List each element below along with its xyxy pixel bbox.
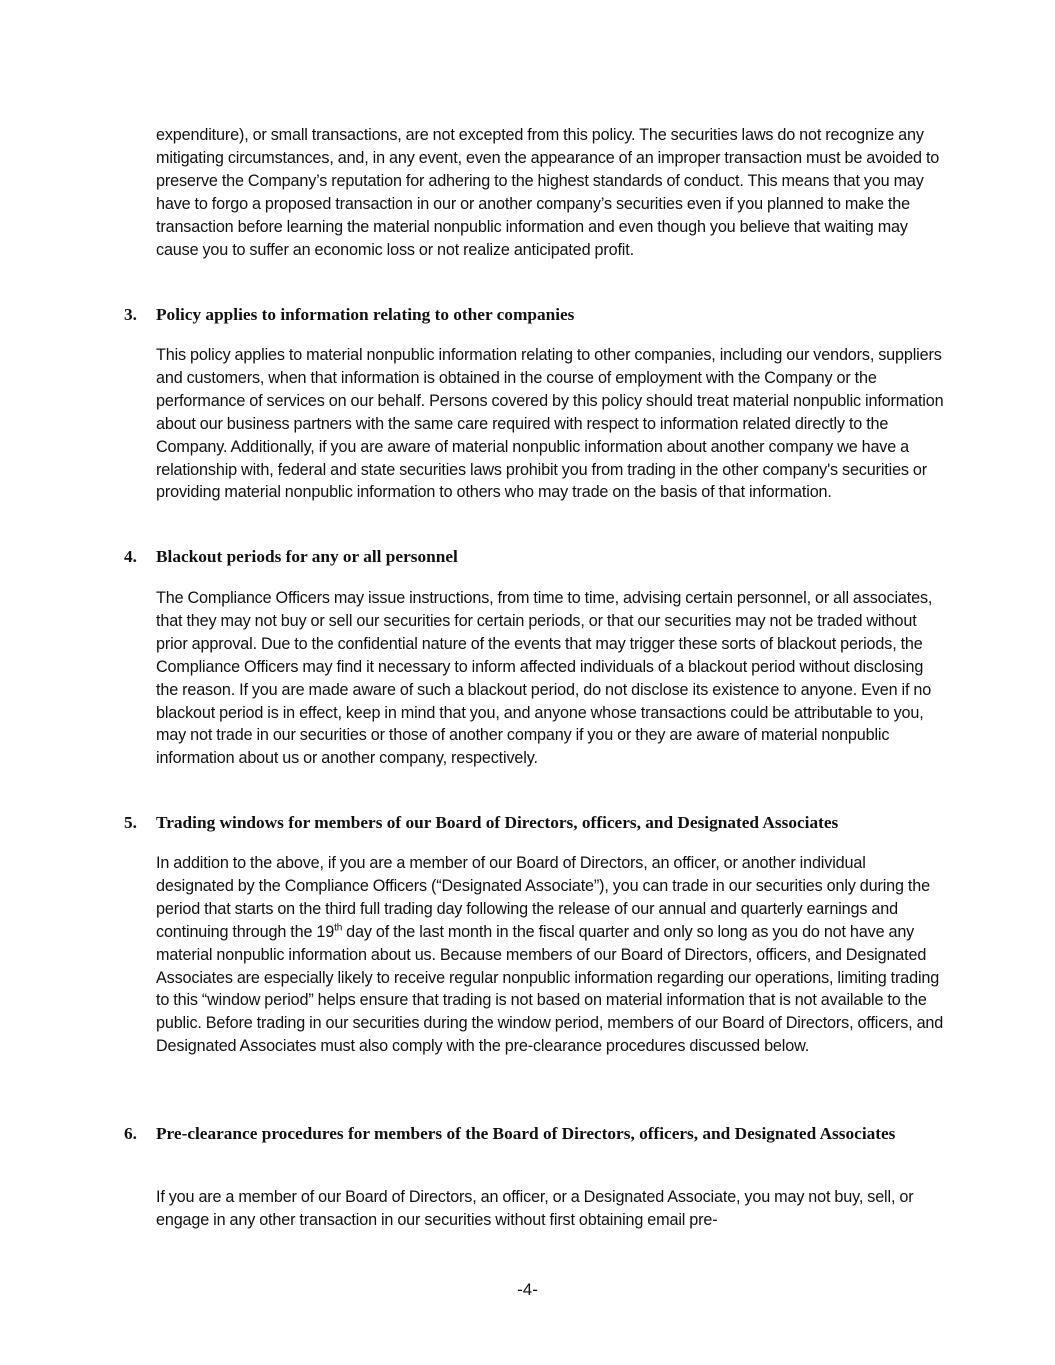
section-title: Policy applies to information relating to other companies xyxy=(156,305,575,324)
section-number: 6. xyxy=(124,1124,137,1143)
section-number: 4. xyxy=(124,547,137,566)
section-4-body: The Compliance Officers may issue instructions, from time to time, advising certain personnel, or all associates, that they may not buy or sell our securities for certain periods, or that our securities may not be traded without prior approval. Due to the confidential nature of the events that may trigger these sorts of blackout periods, the Compliance Officers may find it necessary to inform affected individuals of a blackout period without disclosing the reason. If you are made aware of such a blackout period, do not disclose its existence to anyone. Even if no blackout period is in effect, keep in mind that you, and anyone whose transactions could be attributable to you, may not trade in our securities or those of another company if you or they are aware of material nonpublic information about us or another company, respectively. xyxy=(156,589,933,768)
body-text: In addition to the above, if you are a member of our Board of Directors, an officer, or another individual designated by the Compliance Officers (“Designated Associate”), you can trade in our securities only during the period that starts on the third full trading day following the release of our annual and quarterly earnings and continuing through the 19 xyxy=(156,854,930,941)
section-5-body xyxy=(156,852,946,1058)
section-3-body: This policy applies to material nonpublic information relating to other companies, including our vendors, suppliers and customers, when that information is obtained in the course of employment with the Company or the performance of services on our behalf. Persons covered by this policy should treat material nonpublic information about our business partners with the same care required with respect to information related directly to the Company. Additionally, if you are aware of material nonpublic information about another company we have a relationship with, federal and state securities laws prohibit you from trading in the other company's securities or providing material nonpublic information to others who may trade on the basis of that information. xyxy=(156,346,944,502)
ordinal-suffix: th xyxy=(334,922,343,934)
section-title: Pre-clearance procedures for members of the Board of Directors, officers, and Designated Associates xyxy=(156,1124,896,1143)
page-number: -4- xyxy=(517,1280,538,1299)
section-number: 3. xyxy=(124,305,137,324)
section-number: 5. xyxy=(124,813,137,832)
section-6-body: If you are a member of our Board of Directors, an officer, or a Designated Associate, you may not buy, sell, or engage in any other transaction in our securities without first obtaining email pre- xyxy=(156,1188,914,1229)
intro-paragraph: expenditure), or small transactions, are not excepted from this policy. The securities laws do not recognize any mitigating circumstances, and, in any event, even the appearance of an improper transaction must be avoided to preserve the Company’s reputation for adhering to the highest standards of conduct. This means that you may have to forgo a proposed transaction in our or another company’s securities even if you planned to make the transaction before learning the material nonpublic information and even though you believe that waiting may cause you to suffer an economic loss or not realize anticipated profit. xyxy=(156,126,940,259)
section-title: Blackout periods for any or all personnel xyxy=(156,547,458,566)
body-text: day of the last month in the fiscal quarter and only so long as you do not have any material nonpublic information about us. Because members of our Board of Directors, officers, and Designated Associates are especially likely to receive regular nonpublic information regarding our operations, limiting trading to this “window period” helps ensure that trading is not based on material information that is not available to the public. Before trading in our securities during the window period, members of our Board of Directors, officers, and Designated Associates must also comply with the pre-clearance procedures discussed below. xyxy=(156,922,944,1056)
section-title: Trading windows for members of our Board of Directors, officers, and Designated Associates xyxy=(156,813,839,832)
